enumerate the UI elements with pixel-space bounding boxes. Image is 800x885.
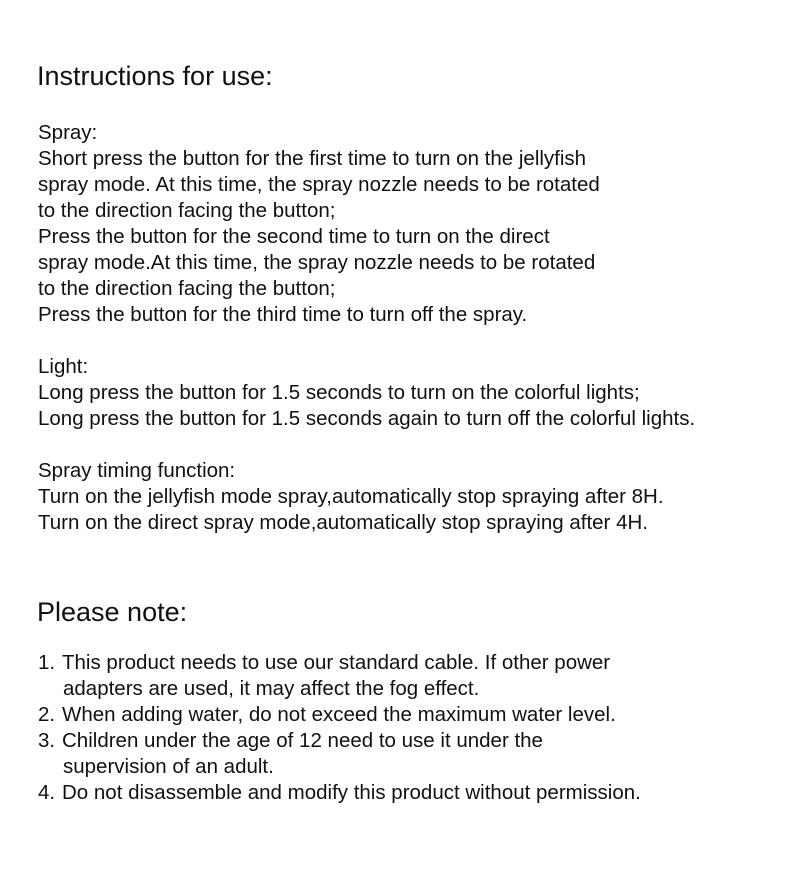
instructions-heading: Instructions for use: bbox=[37, 61, 273, 91]
spray-timing-label: Spray timing function: bbox=[38, 459, 236, 482]
spray-line: Press the button for the third time to turn off the spray. bbox=[38, 303, 528, 326]
note-text: Do not disassemble and modify this product without permission. bbox=[62, 781, 641, 804]
note-item bbox=[38, 780, 641, 806]
spray-timing-line: Turn on the jellyfish mode spray,automatically stop spraying after 8H. bbox=[38, 485, 664, 508]
light-label: Light: bbox=[38, 355, 89, 378]
please-note-heading: Please note: bbox=[37, 597, 188, 627]
note-item bbox=[38, 702, 641, 728]
light-line: Long press the button for 1.5 seconds to turn on the colorful lights; bbox=[38, 381, 640, 404]
note-text: This product needs to use our standard cable. If other power bbox=[62, 651, 611, 674]
note-number: 1. bbox=[38, 651, 56, 674]
note-text: When adding water, do not exceed the maximum water level. bbox=[62, 703, 616, 726]
note-item bbox=[38, 728, 641, 780]
spray-line: Press the button for the second time to turn on the direct bbox=[38, 225, 550, 248]
spray-line: to the direction facing the button; bbox=[38, 199, 336, 222]
note-number: 2. bbox=[38, 703, 56, 726]
spray-timing-section bbox=[38, 458, 664, 536]
note-item bbox=[38, 650, 641, 702]
spray-line: to the direction facing the button; bbox=[38, 277, 336, 300]
note-list bbox=[38, 650, 641, 806]
spray-label: Spray: bbox=[38, 121, 98, 144]
note-number: 3. bbox=[38, 729, 56, 752]
note-number: 4. bbox=[38, 781, 56, 804]
note-text: Children under the age of 12 need to use it under the bbox=[62, 729, 543, 752]
light-section bbox=[38, 354, 695, 432]
spray-line: spray mode. At this time, the spray nozzle needs to be rotated bbox=[38, 173, 600, 196]
note-text-continued: supervision of an adult. bbox=[63, 755, 274, 778]
spray-line: spray mode.At this time, the spray nozzle needs to be rotated bbox=[38, 251, 596, 274]
note-text-continued: adapters are used, it may affect the fog effect. bbox=[63, 677, 480, 700]
spray-section bbox=[38, 120, 600, 328]
spray-timing-line: Turn on the direct spray mode,automatically stop spraying after 4H. bbox=[38, 511, 648, 534]
light-line: Long press the button for 1.5 seconds again to turn off the colorful lights. bbox=[38, 407, 696, 430]
spray-line: Short press the button for the first time to turn on the jellyfish bbox=[38, 147, 587, 170]
